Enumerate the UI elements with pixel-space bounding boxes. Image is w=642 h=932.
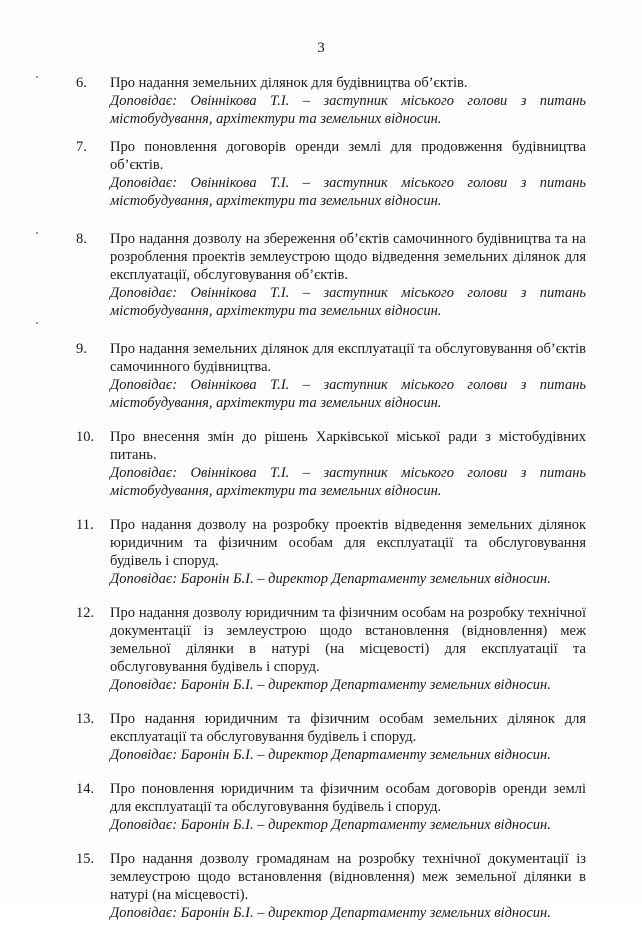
agenda-item-body	[110, 138, 586, 210]
agenda-item-number: 10.	[76, 429, 95, 445]
agenda-item-title: Про надання юридичним та фізичним особам земельних ділянок для експлуатації та обслуговування будівель і споруд.	[110, 711, 586, 745]
agenda-item-title: Про надання земельних ділянок для будівництва об’єктів.	[110, 75, 468, 91]
agenda-item-number: 9.	[76, 341, 87, 357]
agenda-item-number: 14.	[76, 781, 95, 797]
page-number: 3	[317, 40, 325, 56]
agenda-item-speaker: Доповідає: Баронін Б.І. – директор Департаменту земельних відносин.	[110, 677, 551, 693]
agenda-item-number: 8.	[76, 231, 87, 247]
agenda-item	[76, 74, 586, 128]
agenda-item	[76, 230, 586, 320]
agenda-item	[76, 428, 586, 500]
agenda-item-number: 7.	[76, 139, 87, 155]
agenda-item	[76, 516, 586, 588]
margin-mark	[36, 322, 38, 324]
margin-mark	[36, 76, 38, 78]
agenda-item-body	[110, 230, 586, 320]
agenda-item-title: Про надання дозволу юридичним та фізичним особам на розробку технічної документації із землеустрою щодо встановлення (відновлення) меж земельної ділянки в натурі (на місцевості) для експлуатації та обслуговування будівель і споруд.	[110, 605, 586, 675]
agenda-item-speaker: Доповідає: Баронін Б.І. – директор Департаменту земельних відносин.	[110, 571, 551, 587]
agenda-item-body	[110, 74, 586, 128]
agenda-item-title: Про внесення змін до рішень Харківської міської ради з містобудівних питань.	[110, 429, 586, 463]
agenda-item	[76, 710, 586, 764]
agenda-item-title: Про поновлення юридичним та фізичним особам договорів оренди землі для експлуатації та обслуговування будівель і споруд.	[110, 781, 586, 815]
agenda-list	[76, 74, 586, 932]
agenda-item-number: 13.	[76, 711, 95, 727]
agenda-item-title: Про надання дозволу громадянам на розробку технічної документації із землеустрою щодо встановлення (відновлення) меж земельної ділянки в натурі (на місцевості).	[110, 851, 586, 903]
agenda-item	[76, 340, 586, 412]
agenda-item	[76, 850, 586, 922]
agenda-item-speaker: Доповідає: Овіннікова Т.І. – заступник міського голови з питань містобудування, архітектури та земельних відносин.	[110, 465, 586, 499]
margin-mark	[36, 232, 38, 234]
agenda-item-speaker: Доповідає: Овіннікова Т.І. – заступник міського голови з питань містобудування, архітектури та земельних відносин.	[110, 93, 586, 127]
agenda-item-number: 12.	[76, 605, 95, 621]
agenda-item-speaker: Доповідає: Баронін Б.І. – директор Департаменту земельних відносин.	[110, 747, 551, 763]
agenda-item-body	[110, 780, 586, 834]
agenda-item-speaker: Доповідає: Баронін Б.І. – директор Департаменту земельних відносин.	[110, 905, 551, 921]
agenda-item-number: 11.	[76, 517, 94, 533]
agenda-item-body	[110, 710, 586, 764]
agenda-item-body	[110, 340, 586, 412]
agenda-item-speaker: Доповідає: Овіннікова Т.І. – заступник міського голови з питань містобудування, архітектури та земельних відносин.	[110, 175, 586, 209]
agenda-item-number: 6.	[76, 75, 87, 91]
agenda-item	[76, 780, 586, 834]
agenda-item	[76, 604, 586, 694]
agenda-item-speaker: Доповідає: Овіннікова Т.І. – заступник міського голови з питань містобудування, архітектури та земельних відносин.	[110, 377, 586, 411]
agenda-item-title: Про надання дозволу на збереження об’єктів самочинного будівництва та на розроблення проектів землеустрою щодо відведення земельних ділянок для експлуатації, обслуговування об’єктів.	[110, 231, 586, 283]
agenda-item-body	[110, 428, 586, 500]
agenda-item-title: Про поновлення договорів оренди землі для продовження будівництва об’єктів.	[110, 139, 586, 173]
agenda-item-speaker: Доповідає: Баронін Б.І. – директор Департаменту земельних відносин.	[110, 817, 551, 833]
agenda-item-body	[110, 516, 586, 588]
agenda-item	[76, 138, 586, 210]
agenda-item-title: Про надання земельних ділянок для експлуатації та обслуговування об’єктів самочинного будівництва.	[110, 341, 586, 375]
agenda-item-speaker: Доповідає: Овіннікова Т.І. – заступник міського голови з питань містобудування, архітектури та земельних відносин.	[110, 285, 586, 319]
agenda-item-number: 15.	[76, 851, 95, 867]
agenda-item-body	[110, 850, 586, 922]
agenda-item-title: Про надання дозволу на розробку проектів відведення земельних ділянок юридичним та фізичним особам для експлуатації та обслуговування будівель і споруд.	[110, 517, 586, 569]
agenda-item-body	[110, 604, 586, 694]
